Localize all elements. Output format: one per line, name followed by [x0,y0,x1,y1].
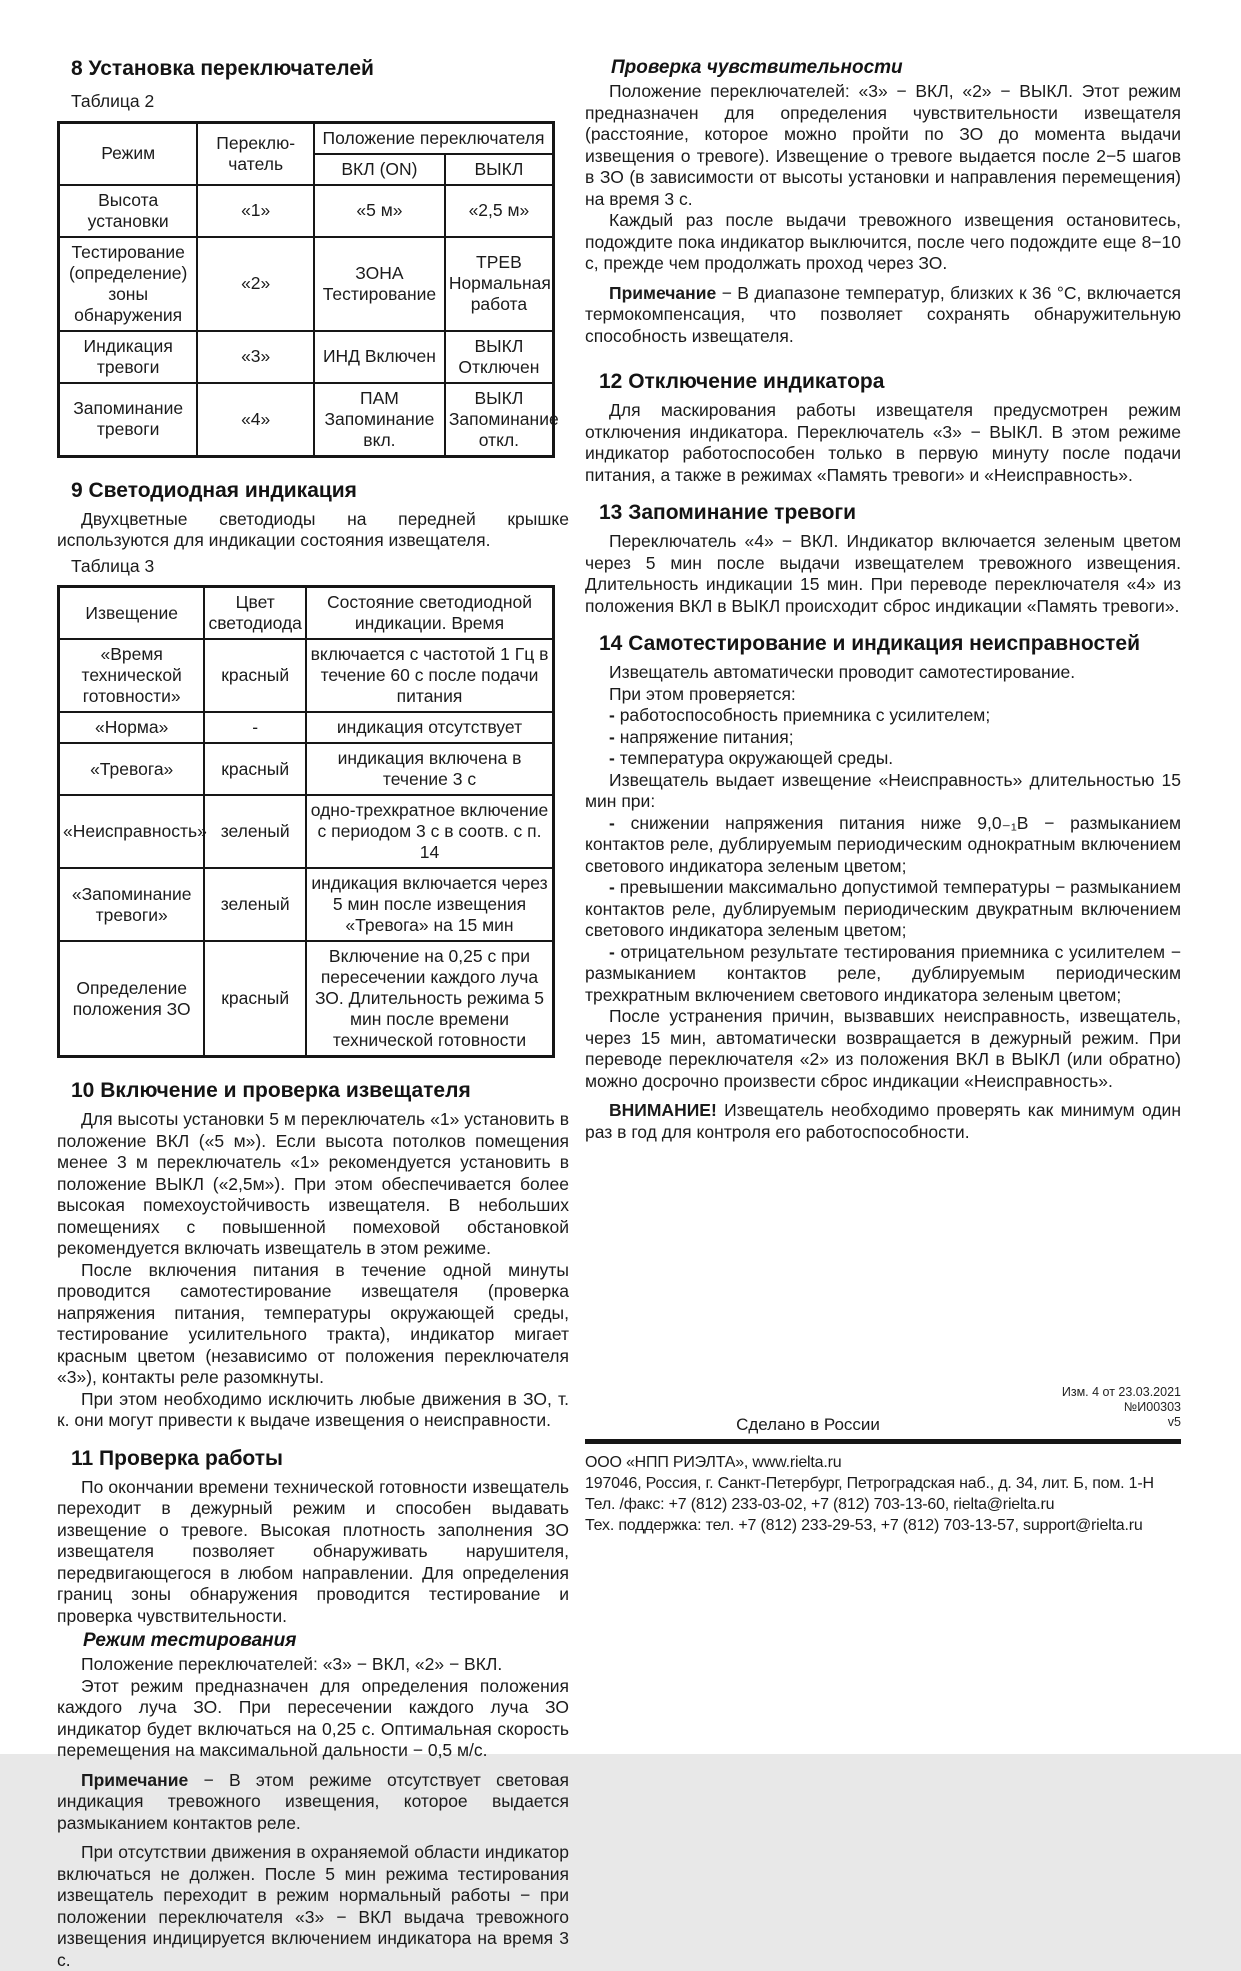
table-cell: ВКЛ (ON) [314,154,445,185]
table-cell: ВЫКЛ Отключен [445,331,554,383]
table-cell: зеленый [204,868,306,941]
table-cell: Высота установки [59,185,198,237]
left-column [57,56,569,1970]
list-item [585,813,1181,878]
table-cell: ПАМ Запоминание вкл. [314,383,445,457]
list-item-text: снижении напряжения питания ниже 9,0₋₁В − размыканием контактов реле, дублируемым периодическим однократным включением светового индикатора зеленым цветом; [585,812,1181,876]
company-address: 197046, Россия, г. Санкт-Петербург, Петроградская наб., д. 34, лит. Б, пом. 1-Н [585,1475,1154,1492]
note-label: Примечание [609,282,717,303]
paragraph: После устранения причин, вызвавших неисправность, извещатель, через 15 мин, автоматически возвращается в дежурный режим. При переводе переключателя «2» из положения ВКЛ в ВЫКЛ (или обратно) можно досрочно произвести сброс индикации «Неисправность». [585,1006,1181,1091]
list-item [585,727,1181,749]
list-item-text: превышении максимально допустимой температуры − размыканием контактов реле, дублируемым периодическим двукратным включением светового индикатора зеленым цветом; [585,877,1181,940]
table3-label: Таблица 3 [71,555,155,576]
table2-label: Таблица 2 [71,91,155,111]
table-cell: одно-трехкратное включение с периодом 3 с в соотв. с п. 14 [306,795,554,868]
paragraph: Положение переключателей: «3» − ВКЛ, «2» − ВКЛ. [81,1654,503,1674]
table-cell: «Неисправность» [59,795,205,868]
section-8-title: 8 Установка переключателей [71,57,374,80]
table-row [59,237,554,331]
company-info [585,1452,1181,1536]
table-row [59,587,554,640]
bullet-dash: - [609,941,615,962]
paragraph: Положение переключателей: «3» − ВКЛ, «2» − ВЫКЛ. Этот режим предназначен для определения чувствительности извещателя (расстояние, которое можно пройти по ЗО до момента выдачи извещения о тревоге). Извещение о тревоге выдается после 2−5 шагов в ЗО (в зависимости от высоты установки и направления перемещения) на время 3 с. [585,81,1181,209]
note-label: Примечание [81,1769,189,1790]
list-item [585,748,1181,770]
table-cell: индикация включена в течение 3 с [306,743,554,795]
list-item [585,705,1181,727]
table-row [59,868,554,941]
table-row [59,712,554,743]
note-paragraph [57,1770,569,1835]
list-item-text: работоспособность приемника с усилителем; [614,705,991,725]
table-row [59,331,554,383]
section-9-intro: Двухцветные светодиоды на передней крышке используются для индикации состояния извещателя. [57,508,569,550]
test-mode-subtitle: Режим тестирования [83,1630,297,1651]
company-phone: Тел. /факс: +7 (812) 233-03-02, +7 (812) 703-13-60, rielta@rielta.ru [585,1496,1055,1513]
bullet-dash: - [609,726,615,747]
table-row [59,941,554,1057]
note-text: − В диапазоне температур, близких к 36 °С, включается термокомпенсация, что позволяет сохранять обнаружительную способность извещателя. [585,282,1181,346]
table-cell: красный [204,639,306,712]
bullet-dash: - [609,877,615,897]
table-cell: «2,5 м» [445,185,554,237]
table-cell: красный [204,743,306,795]
table-cell: включается с частотой 1 Гц в течение 60 с после подачи питания [306,639,554,712]
sensitivity-subtitle: Проверка чувствительности [611,57,903,78]
table-cell: Извещение [59,587,205,640]
table-cell: Цвет светодиода [204,587,306,640]
list-item-text: температура окружающей среды. [614,748,894,768]
table-cell: Тестирование (определение) зоны обнаружения [59,237,198,331]
attention-paragraph [585,1100,1181,1143]
bullet-dash: - [609,748,615,768]
table-row [59,795,554,868]
table-row [59,122,554,154]
table-cell: зеленый [204,795,306,868]
note-paragraph [585,283,1181,348]
table-3-led-indication [57,585,555,1058]
paragraph: При отсутствии движения в охраняемой области индикатор включаться не должен. После 5 мин режима тестирования извещатель переходит в режим нормальный работы − при положении переключателя «3» − ВКЛ выдача тревожного извещения индицируется включением индикатора на время 3 с. [57,1842,569,1970]
table-cell: красный [204,941,306,1057]
table-cell: Состояние светодиодной индикации. Время [306,587,554,640]
table-cell: ВЫКЛ Запоминание откл. [445,383,554,457]
table-row [59,743,554,795]
paragraph: Каждый раз после выдачи тревожного извещения остановитесь, подождите пока индикатор выключится, после чего подождите еще 8−10 с, прежде чем продолжать проход через ЗО. [585,210,1181,273]
paragraph: Для маскирования работы извещателя предусмотрен режим отключения индикатора. Переключатель «3» − ВЫКЛ. В этом режиме индикатор работоспособен только в первую минуту после подачи питания, а также в режимах «Память тревоги» и «Неисправность». [585,400,1181,485]
table-cell: Определение положения ЗО [59,941,205,1057]
paragraph: После включения питания в течение одной минуты проводится самотестирование извещателя (проверка напряжения питания, температуры окружающей среды, тестирование усилительного тракта), индикатор мигает красным цветом (независимо от положения переключателя «3»), контакты реле разомкнуты. [57,1259,569,1387]
paragraph: При этом проверяется: [609,683,796,704]
paragraph: Переключатель «4» − ВКЛ. Индикатор включается зеленым цветом через 5 мин после выдачи извещателем тревожного извещения. Длительность индикации 15 мин. При переводе переключателя «4» из положения ВКЛ в ВЫКЛ происходит сброс индикации «Память тревоги». [585,531,1181,616]
section-14-title: 14 Самотестирование и индикация неисправностей [599,632,1141,655]
table-cell: Индикация тревоги [59,331,198,383]
section-13-title: 13 Запоминание тревоги [599,501,857,524]
table-cell: Включение на 0,25 с при пересечении каждого луча ЗО. Длительность режима 5 мин после времени технической готовности [306,941,554,1057]
company-name: ООО «НПП РИЭЛТА», www.rielta.ru [585,1454,842,1471]
table-row [59,185,554,237]
paragraph: При этом необходимо исключить любые движения в ЗО, т. к. они могут привести к выдаче извещения о неисправности. [57,1388,569,1430]
table-cell: Режим [59,122,198,185]
footer-top [585,1385,1181,1437]
company-support: Тех. поддержка: тел. +7 (812) 233-29-53, +7 (812) 703-13-57, support@rielta.ru [585,1517,1143,1534]
table-cell: «Время технической готовности» [59,639,205,712]
table-row [59,639,554,712]
list-item [585,942,1181,1007]
bullet-dash: - [609,812,615,833]
table-cell: «2» [197,237,314,331]
section-9-title: 9 Светодиодная индикация [71,478,357,502]
note-text: − В этом режиме отсутствует световая индикация тревожного извещения, которое выдается размыканием контактов реле. [57,1769,569,1833]
right-column [585,56,1181,1536]
attention-label: ВНИМАНИЕ! [609,1100,717,1120]
footer-divider [585,1439,1181,1444]
paragraph: По окончании времени технической готовности извещатель переходит в дежурный режим и способен выдавать извещение о тревоге. Высокая плотность заполнения ЗО извещателя позволяет обнаруживать нарушителя, передвигающегося в любом направлении. Для определения границ зоны обнаружения проводится тестирование и проверка чувствительности. [57,1476,569,1626]
whitespace [585,1151,1181,1385]
table-cell: «Норма» [59,712,205,743]
revision-line: Изм. 4 от 23.03.2021 [1061,1385,1181,1399]
table-cell: «Тревога» [59,743,205,795]
table-row [59,383,554,457]
table-cell: ВЫКЛ [445,154,554,185]
table-cell: «5 м» [314,185,445,237]
section-11-title: 11 Проверка работы [71,1446,283,1470]
list-item-text: отрицательном результате тестирования приемника с усилителем − размыканием контактов реле, дублируемым периодическим трехкратным включением светового индикатора зеленым цветом; [585,941,1181,1005]
table-2-switch-settings [57,121,559,458]
table-cell: «4» [197,383,314,457]
list-item-text: напряжение питания; [614,726,794,747]
table-cell: ТРЕВ Нормальная работа [445,237,554,331]
section-10-title: 10 Включение и проверка извещателя [71,1079,471,1102]
paragraph: Извещатель автоматически проводит самотестирование. [609,662,1076,682]
list-item [585,877,1181,942]
table-cell: Положение переключателя [314,122,553,154]
table-cell: «3» [197,331,314,383]
table-cell: Переклю-чатель [197,122,314,185]
table-cell: Запоминание тревоги [59,383,198,457]
bullet-dash: - [609,705,615,725]
table-cell: ИНД Включен [314,331,445,383]
doc-number: №И00303 [1123,1400,1181,1414]
table-cell: - [204,712,306,743]
made-in-russia: Сделано в России [736,1414,880,1434]
section-12-title: 12 Отключение индикатора [599,370,885,393]
doc-version: v5 [1167,1415,1181,1429]
table-cell: «1» [197,185,314,237]
table-cell: ЗОНА Тестирование [314,237,445,331]
paragraph: Этот режим предназначен для определения положения каждого луча ЗО. При пересечении каждого луча ЗО индикатор будет включаться на 0,25 с. Оптимальная скорость перемещения на максимальной дальности − 0,5 м/с. [57,1675,569,1760]
footer [585,1385,1181,1536]
attention-text: Извещатель необходимо проверять как минимум один раз в год для контроля его работоспособности. [585,1100,1181,1142]
paragraph: Для высоты установки 5 м переключатель «1» установить в положение ВКЛ («5 м»). Если высота потолков помещения менее 3 м переключатель «1» рекомендуется установить в положение ВЫКЛ («2,5м»). При этом обеспечивается более высокая помехоустойчивость извещателя. В небольших помещениях с повышенной помеховой обстановкой рекомендуется включать извещатель в этом режиме. [57,1109,569,1258]
table-cell: индикация отсутствует [306,712,554,743]
revision-block [1062,1385,1181,1430]
table-cell: «Запоминание тревоги» [59,868,205,941]
table-cell: индикация включается через 5 мин после извещения «Тревога» на 15 мин [306,868,554,941]
paragraph: Извещатель выдает извещение «Неисправность» длительностью 15 мин при: [585,769,1181,811]
